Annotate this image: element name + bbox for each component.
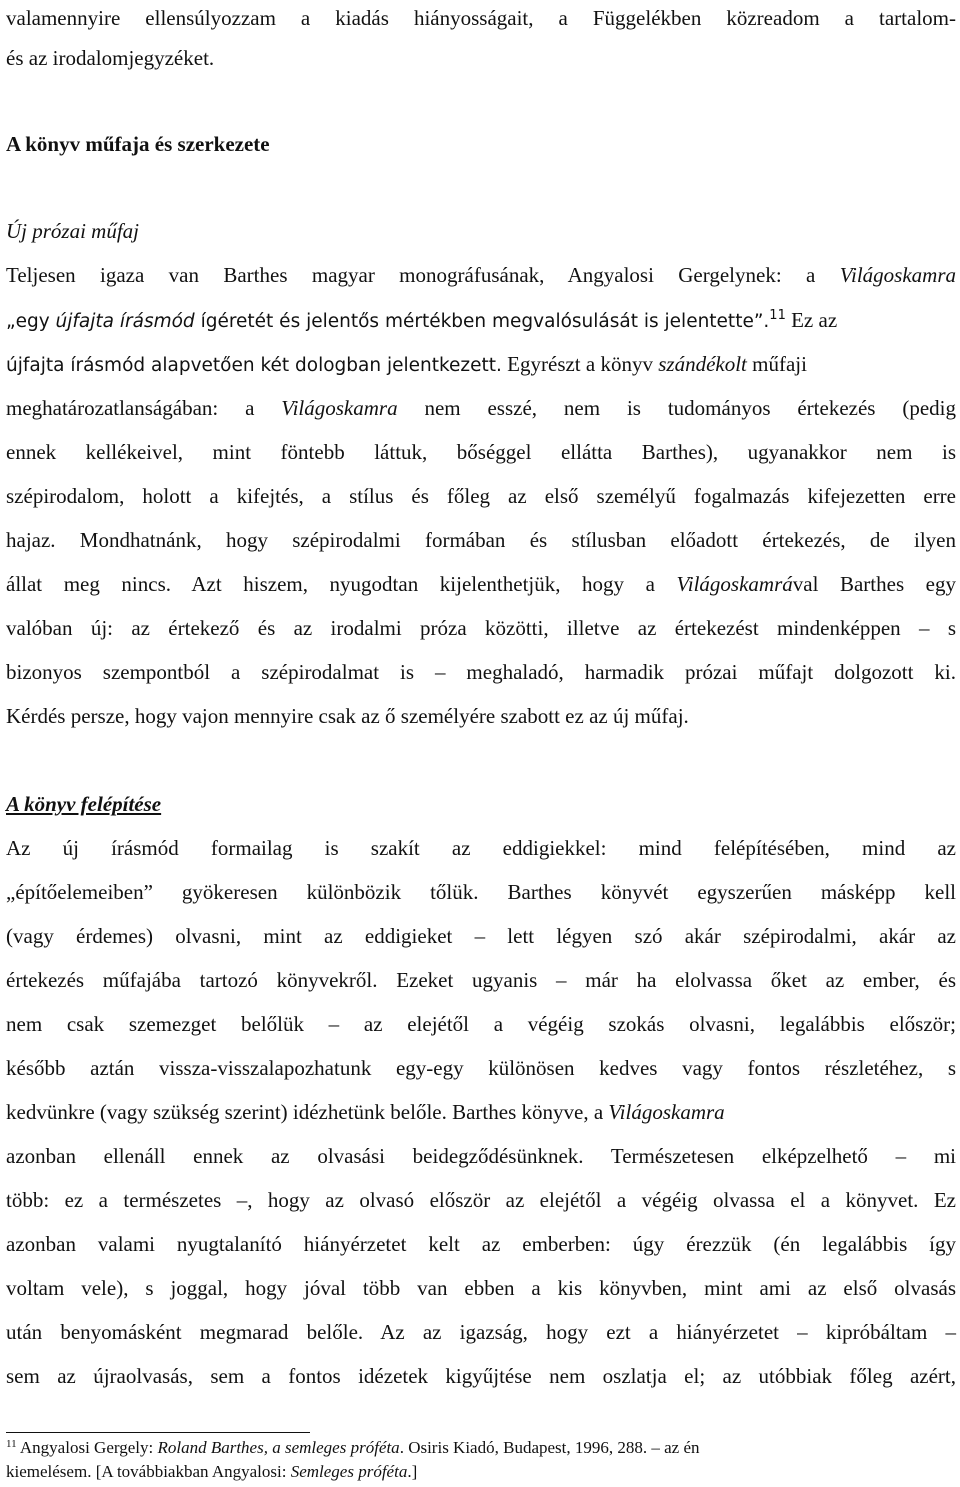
section-heading: A könyv műfaja és szerkezete (6, 132, 270, 156)
subsection-heading: Új prózai műfaj (6, 219, 140, 243)
footnote-line: kiemelésem. [A továbbiakban Angyalosi: Semleges próféta.] (6, 1462, 418, 1481)
footnote-line: $^{11}$ Angyalosi Gergely: Roland Barthes, a semleges próféta. Osiris Kiadó, Budapest, 1996, 288. – az én (6, 1438, 700, 1457)
paragraph-line: szépirodalom, holott a kifejtés, a stílus és főleg az első személyű fogalmazás kifejezetten erre (6, 484, 956, 508)
paragraph-line: bizonyos szempontból a szépirodalmat is – meghaladó, harmadik prózai műfajt dolgozott ki. (6, 660, 956, 684)
section-heading: A könyv felépítése (6, 792, 162, 816)
paragraph-line: nem csak szemezget belőlük – az elejétől a végéig szokás olvasni, legalábbis először; (6, 1012, 956, 1036)
footnote-reference: 11 (769, 308, 786, 323)
paragraph-line: „építőelemeiben” gyökeresen különbözik tőlük. Barthes könyvét egyszerűen másképp kell (6, 880, 956, 904)
footnote-separator (6, 1432, 310, 1433)
paragraph-line: ennek kellékeivel, mint föntebb láttuk, bőséggel ellátta Barthes), ugyanakkor nem is (6, 440, 956, 464)
paragraph-line: Teljesen igaza van Barthes magyar monográfusának, Angyalosi Gergelynek: a Világoskamra (6, 263, 956, 287)
paragraph-line: több: ez a természetes –, hogy az olvasó először az elejétől a végéig olvassa el a könyvet. Ez (6, 1188, 956, 1212)
paragraph-line: (vagy érdemes) olvasni, mint az eddigieket – lett légyen szó akár szépirodalmi, akár az (6, 924, 956, 948)
paragraph-line: újfajta írásmód alapvetően két dologban jelentkezett. Egyrészt a könyv szándékolt műfaji (6, 352, 807, 376)
paragraph-line: hajaz. Mondhatnánk, hogy szépirodalmi formában és stílusban előadott értekezés, de ilyen (6, 528, 956, 552)
paragraph-line: később aztán vissza-visszalapozhatunk egy-egy különösen kedves vagy fontos részletéhez, s (6, 1056, 956, 1080)
paragraph-line: és az irodalomjegyzéket. (6, 46, 215, 70)
paragraph-line: értekezés műfajába tartozó könyvekről. Ezeket ugyanis – már ha elolvassa őket az ember, és (6, 968, 956, 992)
paragraph-line: állat meg nincs. Azt hiszem, nyugodtan kijelenthetjük, hogy a Világoskamrával Barthes egy (6, 572, 957, 596)
paragraph-line: „egy újfajta írásmód ígéretét és jelentős mértékben megvalósulását is jelentette”.$^{11}$ Ez az (6, 308, 838, 332)
paragraph-line: azonban ellenáll ennek az olvasási beidegződésünknek. Természetesen elképzelhető – mi (6, 1144, 956, 1168)
paragraph-line: meghatározatlanságában: a Világoskamra nem esszé, nem is tudományos értekezés (pedig (6, 396, 956, 420)
paragraph-line: voltam vele), s joggal, hogy jóval több van ebben a kis könyvben, mint ami az első olvasás (6, 1276, 956, 1300)
paragraph-line: Kérdés persze, hogy vajon mennyire csak az ő személyére szabott ez az új műfaj. (6, 704, 689, 728)
paragraph-line: kedvünkre (vagy szükség szerint) idézhetünk belőle. Barthes könyve, a Világoskamra (6, 1100, 725, 1124)
footnote-number: 11 (6, 1438, 17, 1450)
paragraph-line: sem az újraolvasás, sem a fontos idézetek kigyűjtése nem oszlatja el; az utóbbiak főleg azért, (6, 1364, 956, 1388)
paragraph-line: után benyomásként megmarad belőle. Az az igazság, hogy ezt a hiányérzetet – kipróbáltam – (6, 1320, 956, 1344)
paragraph-line: Az új írásmód formailag is szakít az eddigiekkel: mind felépítésében, mind az (6, 836, 956, 860)
paragraph-line: valamennyire ellensúlyozzam a kiadás hiányosságait, a Függelékben közreadom a tartalom- (6, 6, 956, 30)
paragraph-line: valóban új: az értekező és az irodalmi próza közötti, illetve az értekezést mindenképpen – s (6, 616, 956, 640)
paragraph-line: azonban valami nyugtalanító hiányérzetet kelt az emberben: úgy érezzük (én legalábbis így (6, 1232, 956, 1256)
